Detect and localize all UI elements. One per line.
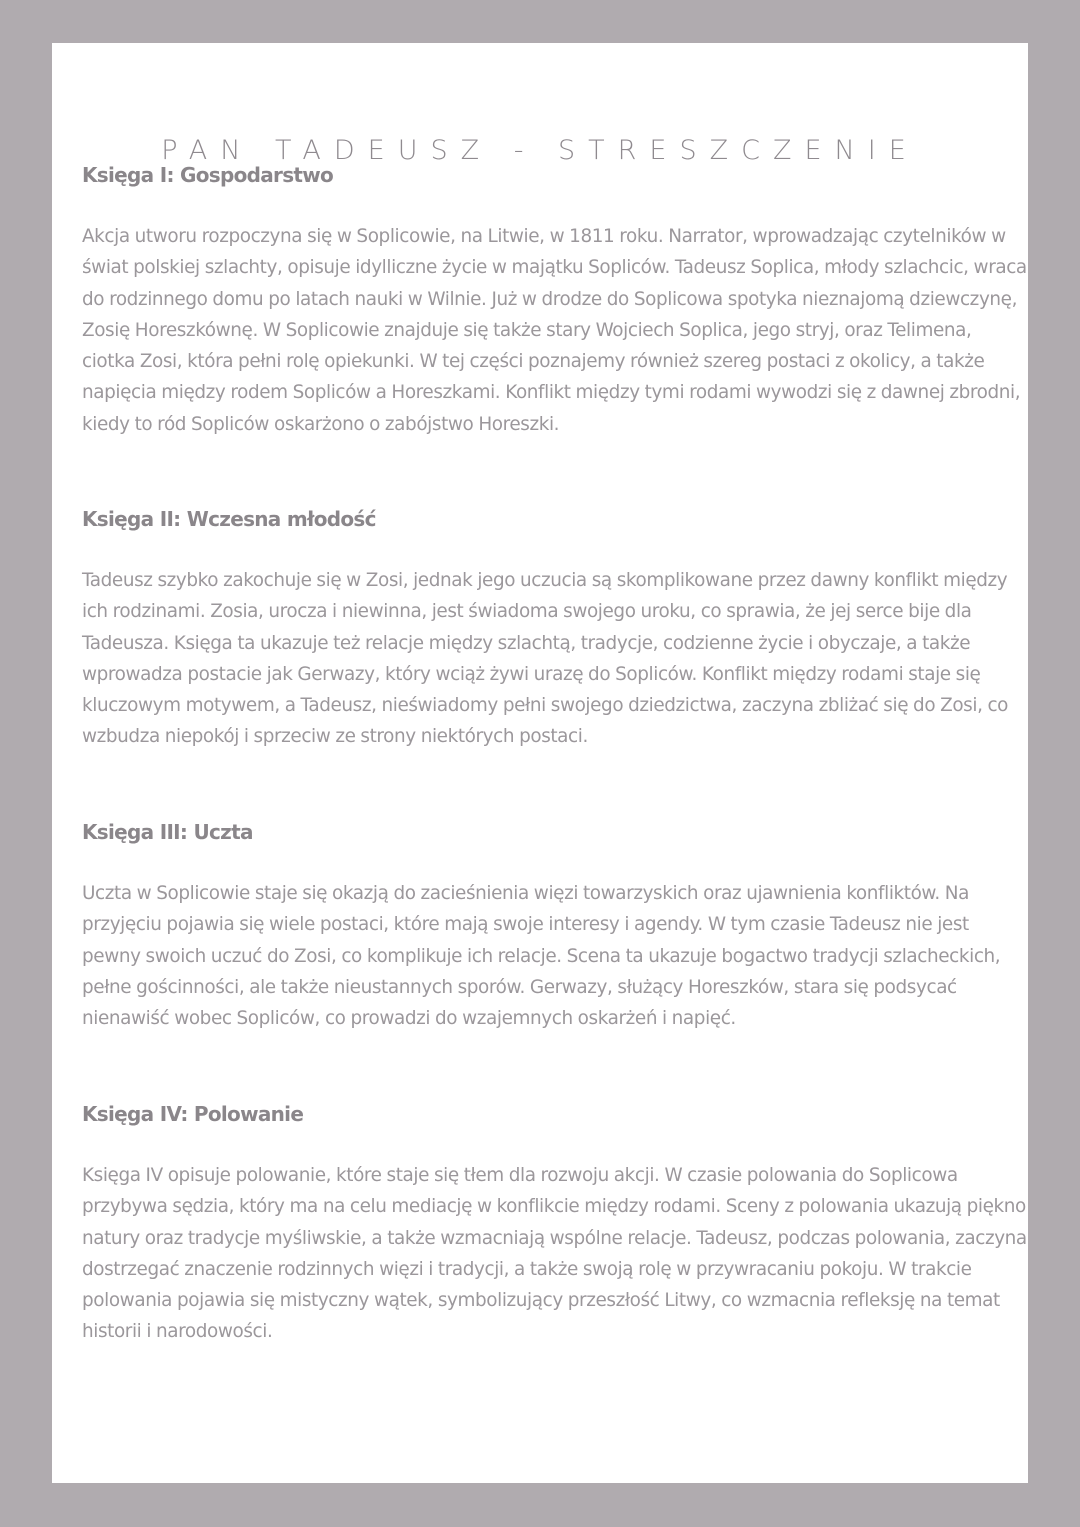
document-page xyxy=(52,43,1028,1483)
section-body: Uczta w Soplicowie staje się okazją do zacieśnienia więzi towarzyskich oraz ujawnienia konfliktów. Na przyjęciu pojawia się wiele postaci, które mają swoje interesy i agendy. W tym czasie Tadeusz nie jest pewny swoich uczuć do Zosi, co komplikuje ich relacje. Scena ta ukazuje bogactwo tradycji szlacheckich, pełne gościnności, ale także nieustannych sporów. Gerwazy, służący Horeszków, stara się podsycać nienawiść wobec Sopliców, co prowadzi do wzajemnych oskarżeń i napięć. xyxy=(82,883,1001,1030)
section-ksiega-1 xyxy=(82,159,1027,471)
document-content xyxy=(82,159,1027,1374)
section-ksiega-3 xyxy=(82,816,1027,1066)
section-body: Akcja utworu rozpoczyna się w Soplicowie, na Litwie, w 1811 roku. Narrator, wprowadzając czytelników w świat polskiej szlachty, opisuje idylliczne życie w majątku Sopliców. Tadeusz Soplica, młody szlachcic, wraca do rodzinnego domu po latach nauki w Wilnie. Już w drodze do Soplicowa spotyka nieznajomą dziewczynę, Zosię Horeszkównę. W Soplicowie znajduje się także stary Wojciech Soplica, jego stryj, oraz Telimena, ciotka Zosi, która pełni rolę opiekunki. W tej części poznajemy również szereg postaci z okolicy, a także napięcia między rodem Sopliców a Horeszkami. Konflikt między tymi rodami wywodzi się z dawnej zbrodni, kiedy to ród Sopliców oskarżono o zabójstwo Horeszki. xyxy=(82,226,1027,435)
section-heading: Księga II: Wczesna młodość xyxy=(82,507,376,531)
section-ksiega-2 xyxy=(82,503,1027,784)
section-heading: Księga III: Uczta xyxy=(82,820,253,844)
section-heading: Księga IV: Polowanie xyxy=(82,1102,304,1126)
section-heading: Księga I: Gospodarstwo xyxy=(82,163,334,187)
section-body: Księga IV opisuje polowanie, które staje się tłem dla rozwoju akcji. W czasie polowania do Soplicowa przybywa sędzia, który ma na celu mediację w konflikcie między rodami. Sceny z polowania ukazują piękno natury oraz tradycje myśliwskie, a także wzmacniają wspólne relacje. Tadeusz, podczas polowania, zaczyna dostrzegać znaczenie rodzinnych więzi i tradycji, a także swoją rolę w przywracaniu pokoju. W trakcie polowania pojawia się mistyczny wątek, symbolizujący przeszłość Litwy, co wzmacnia refleksję na temat historii i narodowości. xyxy=(82,1165,1027,1343)
document-title: PAN TADEUSZ - STRESZCZENIE xyxy=(161,135,919,166)
section-body: Tadeusz szybko zakochuje się w Zosi, jednak jego uczucia są skomplikowane przez dawny konflikt między ich rodzinami. Zosia, urocza i niewinna, jest świadoma swojego uroku, co sprawia, że jej serce bije dla Tadeusza. Księga ta ukazuje też relacje między szlachtą, tradycje, codzienne życie i obyczaje, a także wprowadza postacie jak Gerwazy, który wciąż żywi urazę do Sopliców. Konflikt między rodami staje się kluczowym motywem, a Tadeusz, nieświadomy pełni swojego dziedzictwa, zaczyna zbliżać się do Zosi, co wzbudza niepokój i sprzeciw ze strony niektórych postaci. xyxy=(82,570,1009,748)
section-ksiega-4 xyxy=(82,1098,1027,1348)
